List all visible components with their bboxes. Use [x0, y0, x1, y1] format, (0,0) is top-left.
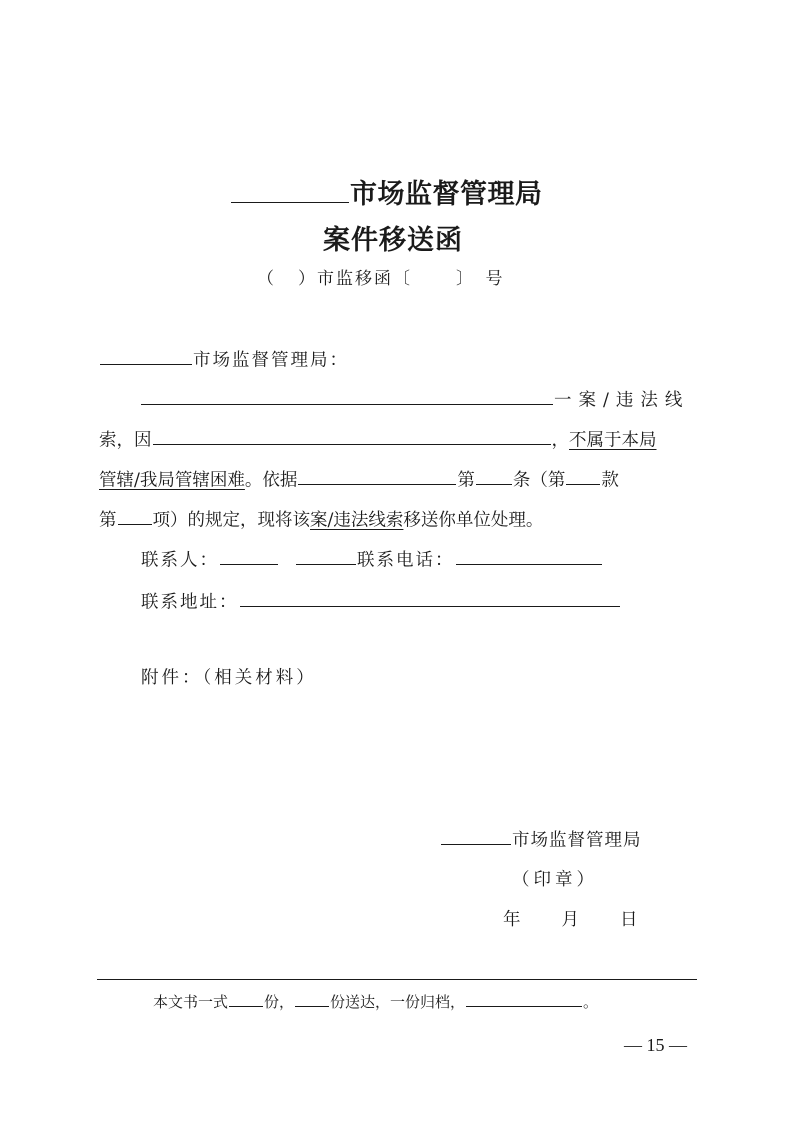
signature-date: 年 月 日 — [503, 910, 640, 930]
copies-note — [153, 990, 598, 1012]
signature-org — [440, 826, 642, 851]
reason-blank[interactable] — [153, 426, 551, 445]
document-number — [257, 264, 505, 289]
body-line-4 — [99, 506, 543, 531]
salutation — [99, 346, 349, 371]
document-title-line2: 案件移送函 — [323, 225, 463, 256]
contact-phone-label: 联系电话： — [357, 550, 455, 571]
body-line4-c: 移送你单位处理。 — [403, 510, 544, 531]
contact-phone-blank[interactable] — [456, 546, 602, 565]
legal-basis-blank[interactable] — [298, 466, 456, 485]
contact-address-label: 联系地址： — [141, 592, 239, 613]
body-line3-c: 条（第 — [512, 470, 566, 491]
body-line-2 — [99, 426, 657, 451]
body-line3-b: 第 — [457, 470, 475, 491]
body-line-1 — [140, 386, 689, 411]
body-line2-head: 索，因 — [99, 430, 152, 451]
copies-note-part4: 。 — [583, 992, 599, 1011]
contact-address-blank[interactable] — [240, 588, 620, 607]
body-line4-a: 第 — [99, 510, 117, 531]
document-title-line1 — [230, 172, 543, 211]
signature-org-suffix: 市场监督管理局 — [512, 830, 642, 851]
copies-count-blank[interactable] — [229, 990, 263, 1007]
copies-other-blank[interactable] — [466, 990, 582, 1007]
body-line3-a: 。依据 — [244, 470, 298, 491]
item-blank[interactable] — [118, 506, 152, 525]
body-line2-comma: ， — [551, 430, 569, 451]
copies-note-part1: 本文书一式 — [153, 992, 229, 1011]
doc-number-suffix: 〕 号 — [456, 269, 505, 289]
page-number: — 15 — — [624, 1035, 687, 1055]
doc-number-middle: ）市监移函〔 — [298, 269, 412, 289]
case-name-blank[interactable] — [141, 386, 553, 405]
jurisdiction-option-2: 管辖/我局管辖困难 — [99, 470, 245, 491]
attachment-line: 附件：（相关材料） — [141, 668, 317, 688]
case-type-option: 案/违法线索 — [310, 510, 404, 531]
seal-label: （印章） — [512, 870, 598, 890]
contact-person-row — [141, 546, 603, 571]
body-line1-tail: 一案/违法线 — [554, 390, 690, 411]
contact-person-blank-2[interactable] — [296, 546, 356, 565]
jurisdiction-option-1: 不属于本局 — [569, 430, 657, 451]
body-line3-d: 款 — [601, 470, 619, 491]
footer-divider — [97, 979, 697, 980]
body-line-3 — [99, 466, 619, 491]
contact-person-blank-1[interactable] — [220, 546, 278, 565]
contact-person-label: 联系人： — [141, 550, 219, 571]
copies-delivered-blank[interactable] — [295, 990, 329, 1007]
paragraph-blank[interactable] — [566, 466, 600, 485]
body-line4-b: 项）的规定，现将该 — [152, 510, 310, 531]
recipient-authority-blank[interactable] — [100, 346, 192, 365]
title-authority-suffix: 市场监督管理局 — [350, 179, 543, 210]
doc-number-prefix: （ — [257, 269, 276, 289]
salutation-suffix: 市场监督管理局： — [193, 350, 349, 371]
contact-address-row — [141, 588, 621, 613]
copies-note-part3: 份送达，一份归档， — [330, 992, 466, 1011]
authority-name-blank[interactable] — [231, 174, 349, 203]
article-blank[interactable] — [476, 466, 512, 485]
signature-org-blank[interactable] — [441, 826, 511, 845]
copies-note-part2: 份， — [264, 992, 295, 1011]
